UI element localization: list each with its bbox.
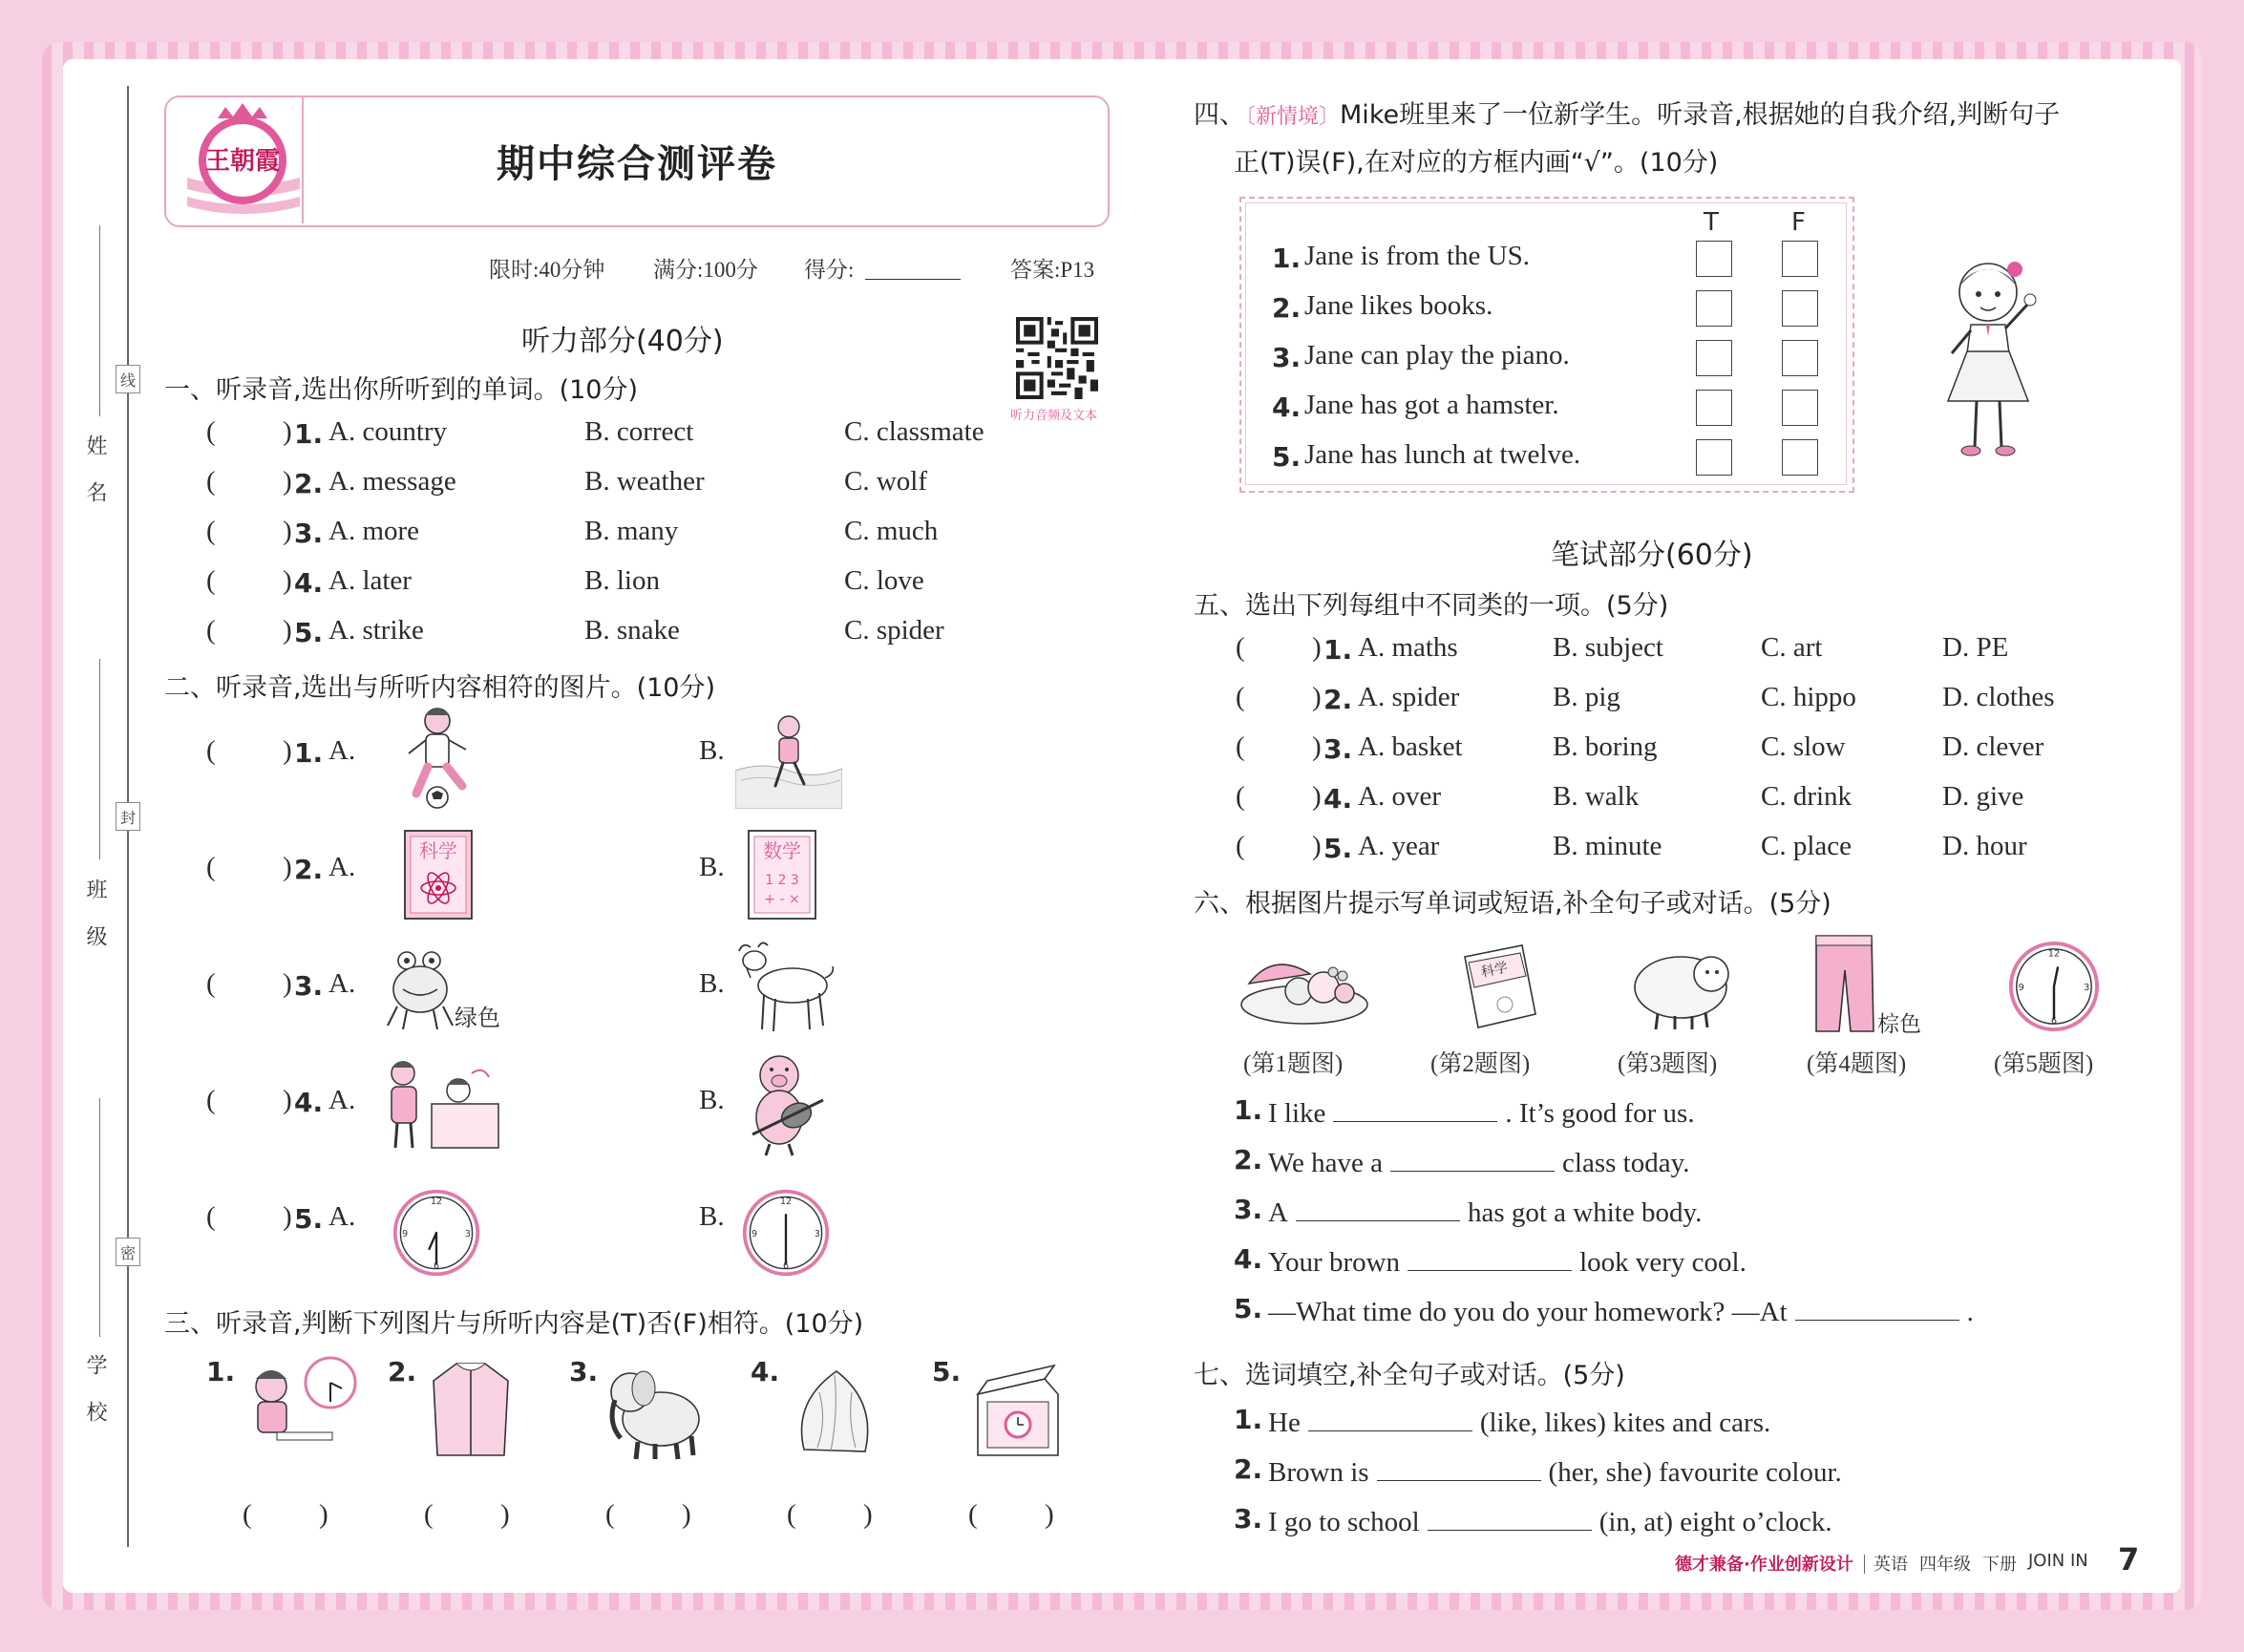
sec6-q1-text-before: I like bbox=[1268, 1098, 1326, 1129]
sec3-q2-number: 2. bbox=[388, 1356, 417, 1387]
sec5-q3-option-a[interactable]: A. basket bbox=[1358, 731, 1463, 762]
sec3-q4-close-paren: ) bbox=[863, 1499, 873, 1530]
sec1-q3-option-a[interactable]: A. more bbox=[328, 516, 420, 546]
clock-picture-sec6 bbox=[2007, 940, 2101, 1033]
sec6-q3-answer-blank[interactable] bbox=[1296, 1192, 1460, 1221]
sec5-q4-answer-slot[interactable] bbox=[1247, 781, 1310, 815]
sec6-caption-1: (第1题图) bbox=[1243, 1051, 1344, 1077]
sec6-caption-3: (第3题图) bbox=[1618, 1051, 1718, 1077]
section-3-title: 三、听录音,判断下列图片与所听内容是(T)否(F)相符。(10分) bbox=[164, 1309, 864, 1339]
sec1-q1-close-paren: ) bbox=[283, 416, 292, 447]
sec3-q3-close-paren: ) bbox=[682, 1499, 691, 1530]
sec4-q2-number: 2. bbox=[1272, 292, 1302, 324]
sec4-q5-true-box[interactable] bbox=[1696, 439, 1732, 476]
sec5-q1-number: 1. bbox=[1323, 634, 1353, 666]
sec5-q5-option-d[interactable]: D. hour bbox=[1942, 831, 2027, 861]
logo-text: 王朝霞 bbox=[204, 147, 281, 176]
sec6-q3-sentence bbox=[1268, 1192, 1702, 1230]
sec1-q5-number: 5. bbox=[294, 617, 324, 648]
svg-text:9: 9 bbox=[402, 1228, 409, 1239]
sec6-q1-sentence bbox=[1268, 1092, 1695, 1131]
sec6-q4-answer-blank[interactable] bbox=[1408, 1241, 1572, 1271]
sec6-q4-number: 4. bbox=[1234, 1243, 1263, 1275]
class-field-line[interactable] bbox=[99, 659, 100, 859]
sec2-q1-option-b[interactable]: B. bbox=[699, 735, 725, 766]
sec3-q1-open-paren: ( bbox=[243, 1499, 252, 1530]
section-5-title: 五、选出下列每组中不同类的一项。(5分) bbox=[1194, 591, 1669, 621]
sec1-q2-answer-slot[interactable] bbox=[218, 466, 281, 500]
sec2-q5-option-a[interactable]: A. bbox=[328, 1201, 356, 1232]
visiting-sick-friend-picture bbox=[376, 1056, 502, 1152]
svg-text:12: 12 bbox=[2047, 948, 2061, 960]
sec1-q1-option-b[interactable]: B. correct bbox=[584, 416, 694, 447]
sec1-q4-option-b[interactable]: B. lion bbox=[584, 565, 660, 596]
section-7-title: 七、选词填空,补全句子或对话。(5分) bbox=[1194, 1361, 1625, 1390]
sec1-q4-close-paren: ) bbox=[283, 565, 292, 596]
sec4-q3-true-box[interactable] bbox=[1696, 340, 1732, 376]
sec5-q5-answer-slot[interactable] bbox=[1247, 831, 1310, 865]
svg-text:12: 12 bbox=[780, 1196, 792, 1207]
sec5-q2-option-a[interactable]: A. spider bbox=[1358, 682, 1460, 712]
publisher-logo bbox=[181, 97, 306, 223]
math-book-ops: + - × bbox=[764, 892, 800, 907]
section-4-prefix: 四、 bbox=[1194, 100, 1245, 130]
sec1-q4-option-a[interactable]: A. later bbox=[328, 565, 412, 596]
sec7-q2-text-after: (her, she) favourite colour. bbox=[1548, 1457, 1842, 1488]
sec4-q4-number: 4. bbox=[1272, 392, 1302, 423]
sec1-q3-close-paren: ) bbox=[283, 516, 292, 546]
sec5-q5-option-a[interactable]: A. year bbox=[1358, 831, 1440, 861]
sec5-q1-option-d[interactable]: D. PE bbox=[1942, 632, 2009, 663]
svg-text:9: 9 bbox=[2018, 982, 2024, 993]
sec7-q3-answer-blank[interactable] bbox=[1428, 1501, 1592, 1531]
sec5-q4-option-b[interactable]: B. walk bbox=[1553, 781, 1640, 812]
sec3-q5-number: 5. bbox=[932, 1356, 962, 1387]
jacket-picture bbox=[428, 1360, 514, 1463]
sec5-q4-option-c[interactable]: C. drink bbox=[1761, 781, 1852, 812]
sec4-q4-false-box[interactable] bbox=[1782, 390, 1818, 426]
sec6-q5-text-after: . bbox=[1966, 1297, 1974, 1327]
sec2-q2-answer-slot[interactable] bbox=[218, 852, 281, 886]
sec7-q2-number: 2. bbox=[1234, 1453, 1263, 1485]
clock-picture-a bbox=[392, 1188, 481, 1278]
sec3-q4-open-paren: ( bbox=[787, 1499, 796, 1530]
sec5-q3-option-b[interactable]: B. boring bbox=[1553, 731, 1658, 762]
sec1-q5-open-paren: ( bbox=[206, 615, 216, 646]
qr-caption: 听力音频及文本 bbox=[1010, 409, 1098, 423]
sec1-q3-number: 3. bbox=[294, 518, 324, 549]
sec3-q5-open-paren: ( bbox=[968, 1499, 978, 1530]
svg-text:9: 9 bbox=[752, 1228, 758, 1239]
sec5-q2-close-paren: ) bbox=[1312, 682, 1322, 712]
svg-text:3: 3 bbox=[2084, 982, 2090, 993]
sec2-q1-close-paren: ) bbox=[283, 735, 292, 766]
math-book-digits: 1 2 3 bbox=[765, 873, 799, 888]
tf-header-t: T bbox=[1704, 208, 1719, 237]
section-4-title-rest: Mike班里来了一位新学生。听录音,根据她的自我介绍,判断句子 bbox=[1340, 100, 2061, 130]
sec2-q3-option-b[interactable]: B. bbox=[699, 968, 725, 999]
answer-reference: 答案:P13 bbox=[1010, 258, 1095, 282]
sec2-q1-open-paren: ( bbox=[206, 735, 216, 766]
name-field-line[interactable] bbox=[99, 225, 100, 416]
sec1-q3-answer-slot[interactable] bbox=[218, 516, 281, 550]
full-score: 满分:100分 bbox=[653, 258, 758, 282]
sec4-q5-false-box[interactable] bbox=[1782, 439, 1818, 476]
sec3-q3-answer-slot[interactable] bbox=[617, 1499, 680, 1534]
sec1-q2-option-b[interactable]: B. weather bbox=[584, 466, 705, 497]
sec2-q3-option-a[interactable]: A. bbox=[328, 968, 356, 999]
class-label: 班 级 bbox=[83, 879, 107, 956]
sec6-q4-text-after: look very cool. bbox=[1579, 1247, 1747, 1278]
goat-picture bbox=[733, 940, 840, 1037]
sec1-q1-answer-slot[interactable] bbox=[218, 416, 281, 451]
sec5-q2-option-c[interactable]: C. hippo bbox=[1761, 682, 1856, 712]
sec4-q2-false-box[interactable] bbox=[1782, 290, 1818, 327]
exam-title: 期中综合测评卷 bbox=[497, 142, 777, 186]
sec4-q1-false-box[interactable] bbox=[1782, 241, 1818, 277]
sec2-q5-number: 5. bbox=[294, 1203, 324, 1235]
sec2-q3-close-paren: ) bbox=[283, 968, 292, 999]
sec2-q2-option-a[interactable]: A. bbox=[328, 852, 356, 882]
sec4-q5-statement: Jane has lunch at twelve. bbox=[1304, 439, 1581, 470]
science-book-label: 科学 bbox=[419, 839, 457, 862]
page-number: 7 bbox=[2118, 1541, 2140, 1578]
tf-header-f: F bbox=[1791, 208, 1806, 237]
sec2-q2-number: 2. bbox=[294, 854, 324, 885]
math-book-label: 数学 bbox=[763, 839, 801, 862]
sec5-q1-option-b[interactable]: B. subject bbox=[1553, 632, 1663, 663]
sec7-q1-text-after: (like, likes) kites and cars. bbox=[1479, 1408, 1771, 1438]
sec6-caption-5: (第5题图) bbox=[1994, 1051, 2094, 1077]
svg-text:6: 6 bbox=[434, 1260, 439, 1272]
sec7-q1-sentence bbox=[1268, 1402, 1770, 1440]
sec2-q4-open-paren: ( bbox=[206, 1085, 216, 1115]
sec5-q2-option-d[interactable]: D. clothes bbox=[1942, 682, 2055, 712]
score-blank[interactable] bbox=[865, 279, 961, 280]
sec2-q3-answer-slot[interactable] bbox=[218, 968, 281, 1003]
sec5-q1-option-a[interactable]: A. maths bbox=[1358, 632, 1458, 663]
sec4-q1-true-box[interactable] bbox=[1696, 241, 1732, 277]
science-book-2-label: 科学 bbox=[1479, 960, 1510, 981]
sec6-q4-sentence bbox=[1268, 1241, 1747, 1280]
sheep-picture bbox=[1623, 940, 1738, 1031]
sec3-q1-answer-slot[interactable] bbox=[254, 1499, 317, 1534]
sec1-q4-answer-slot[interactable] bbox=[218, 565, 281, 600]
sec5-q3-answer-slot[interactable] bbox=[1247, 731, 1310, 766]
sec4-q3-number: 3. bbox=[1272, 342, 1302, 373]
sec6-q5-answer-blank[interactable] bbox=[1795, 1291, 1959, 1321]
sec5-q3-option-c[interactable]: C. slow bbox=[1761, 731, 1846, 762]
sec6-q5-number: 5. bbox=[1234, 1293, 1263, 1324]
sec3-q2-close-paren: ) bbox=[500, 1499, 510, 1530]
sec3-q5-answer-slot[interactable] bbox=[980, 1499, 1043, 1534]
sec6-q1-number: 1. bbox=[1234, 1094, 1263, 1126]
sec4-q4-statement: Jane has got a hamster. bbox=[1304, 390, 1559, 420]
sec6-q2-number: 2. bbox=[1234, 1144, 1263, 1175]
title-box bbox=[164, 95, 1110, 227]
sec3-q4-answer-slot[interactable] bbox=[798, 1499, 861, 1534]
sec4-q4-true-box[interactable] bbox=[1696, 390, 1732, 426]
sec7-q2-sentence bbox=[1268, 1451, 1842, 1490]
svg-text:3: 3 bbox=[814, 1228, 820, 1239]
elephant-picture bbox=[602, 1356, 709, 1463]
sec1-q1-open-paren: ( bbox=[206, 416, 216, 447]
sec2-q3-open-paren: ( bbox=[206, 968, 216, 999]
sec2-q3-number: 3. bbox=[294, 970, 324, 1002]
sec4-q2-statement: Jane likes books. bbox=[1304, 290, 1493, 321]
sec5-q2-answer-slot[interactable] bbox=[1247, 682, 1310, 716]
section-4-title-line2: 正(T)误(F),在对应的方框内画“√”。(10分) bbox=[1234, 148, 1719, 178]
sec5-q2-open-paren: ( bbox=[1236, 682, 1245, 712]
sec6-q5-sentence bbox=[1268, 1291, 1974, 1329]
sec1-q4-open-paren: ( bbox=[206, 565, 216, 596]
binding-mark-line: 线 bbox=[116, 365, 140, 393]
sec5-q5-open-paren: ( bbox=[1236, 831, 1245, 861]
sec5-q2-option-b[interactable]: B. pig bbox=[1553, 682, 1620, 712]
school-label: 学 校 bbox=[83, 1354, 107, 1431]
sec6-q2-answer-blank[interactable] bbox=[1390, 1142, 1555, 1172]
school-field-line[interactable] bbox=[99, 1098, 100, 1337]
sec4-q3-false-box[interactable] bbox=[1782, 340, 1818, 376]
sec7-q3-text-after: (in, at) eight o’clock. bbox=[1598, 1507, 1832, 1537]
sec5-q5-option-b[interactable]: B. minute bbox=[1553, 831, 1662, 861]
girl-homework-clock-picture bbox=[231, 1354, 365, 1467]
footer-term: 下册 bbox=[1982, 1555, 2017, 1575]
sec2-q5-close-paren: ) bbox=[283, 1201, 292, 1232]
trousers-color-label: 棕色 bbox=[1877, 1012, 1921, 1036]
footer-grade: 四年级 bbox=[1919, 1555, 1971, 1575]
footer-divider bbox=[1864, 1555, 1865, 1574]
science-book-picture-2 bbox=[1455, 940, 1541, 1033]
sec2-q4-close-paren: ) bbox=[283, 1085, 292, 1115]
section-1-title: 一、听录音,选出你所听到的单词。(10分) bbox=[164, 375, 639, 405]
boy-running-beach-picture bbox=[735, 711, 842, 809]
sec6-q3-text-after: has got a white body. bbox=[1467, 1197, 1703, 1228]
trousers-picture bbox=[1810, 932, 1877, 1037]
worksheet-page bbox=[63, 59, 2181, 1593]
sec7-q2-text-before: Brown is bbox=[1268, 1457, 1369, 1488]
sec2-q5-open-paren: ( bbox=[206, 1201, 216, 1232]
sec1-q3-open-paren: ( bbox=[206, 516, 216, 546]
sec2-q1-number: 1. bbox=[294, 737, 324, 769]
sec4-q3-statement: Jane can play the piano. bbox=[1304, 340, 1570, 371]
writing-heading: 笔试部分(60分) bbox=[1551, 539, 1753, 572]
sec1-q1-number: 1. bbox=[294, 418, 324, 450]
sec1-q2-close-paren: ) bbox=[283, 466, 292, 497]
sec1-q2-option-c[interactable]: C. wolf bbox=[844, 466, 927, 497]
cabbage-picture bbox=[789, 1364, 880, 1465]
binding-mark-secret: 密 bbox=[116, 1238, 140, 1266]
sec5-q5-option-c[interactable]: C. place bbox=[1761, 831, 1852, 861]
sec3-q3-open-paren: ( bbox=[605, 1499, 615, 1530]
qr-code[interactable] bbox=[1016, 317, 1098, 399]
sec1-q2-open-paren: ( bbox=[206, 466, 216, 497]
section-2-title: 二、听录音,选出与所听内容相符的图片。(10分) bbox=[164, 673, 716, 703]
sec5-q1-answer-slot[interactable] bbox=[1247, 632, 1310, 667]
sec2-q1-answer-slot[interactable] bbox=[218, 735, 281, 770]
boy-football-picture bbox=[380, 702, 493, 815]
sec7-q3-text-before: I go to school bbox=[1268, 1507, 1420, 1537]
sec7-q3-sentence bbox=[1268, 1501, 1832, 1539]
score-label: 得分: bbox=[804, 258, 855, 282]
sec5-q3-number: 3. bbox=[1323, 733, 1353, 765]
sec1-q5-close-paren: ) bbox=[283, 615, 292, 646]
sec5-q5-close-paren: ) bbox=[1312, 831, 1322, 861]
footer-series: 德才兼备·作业创新设计 bbox=[1675, 1555, 1853, 1575]
sec3-q1-number: 1. bbox=[206, 1356, 236, 1387]
sec1-q3-option-b[interactable]: B. many bbox=[584, 516, 679, 546]
sec3-q4-number: 4. bbox=[751, 1356, 780, 1387]
sec1-q5-option-b[interactable]: B. snake bbox=[584, 615, 680, 646]
new-situation-tag: 〔新情境〕 bbox=[1245, 105, 1341, 129]
frog-picture bbox=[382, 947, 458, 1031]
sec6-q4-text-before: Your brown bbox=[1268, 1247, 1401, 1278]
fruit-plate-picture bbox=[1236, 945, 1371, 1029]
footer-subject: 英语 bbox=[1874, 1555, 1908, 1575]
sec4-q1-number: 1. bbox=[1272, 243, 1302, 274]
clock-picture-b bbox=[741, 1188, 831, 1278]
binding-mark-seal: 封 bbox=[116, 802, 140, 831]
sec2-q2-close-paren: ) bbox=[283, 852, 292, 882]
pig-guitar-picture bbox=[735, 1050, 833, 1157]
sec5-q3-close-paren: ) bbox=[1312, 731, 1322, 762]
sec5-q3-open-paren: ( bbox=[1236, 731, 1245, 762]
sec1-q3-option-c[interactable]: C. much bbox=[844, 516, 939, 546]
svg-text:6: 6 bbox=[2050, 1016, 2058, 1027]
sec5-q4-option-a[interactable]: A. over bbox=[1358, 781, 1441, 812]
sec5-q4-number: 4. bbox=[1323, 783, 1353, 815]
sec5-q4-option-d[interactable]: D. give bbox=[1942, 781, 2024, 812]
sec2-q4-number: 4. bbox=[294, 1087, 324, 1118]
sec7-q1-answer-blank[interactable] bbox=[1308, 1402, 1472, 1431]
sec4-q1-statement: Jane is from the US. bbox=[1304, 241, 1530, 271]
sec6-caption-4: (第4题图) bbox=[1807, 1051, 1907, 1077]
sec2-q5-answer-slot[interactable] bbox=[218, 1201, 281, 1236]
sec7-q1-number: 1. bbox=[1234, 1404, 1263, 1435]
svg-text:6: 6 bbox=[783, 1260, 789, 1272]
sec3-q5-close-paren: ) bbox=[1045, 1499, 1054, 1530]
sec1-q2-number: 2. bbox=[294, 468, 324, 499]
sec2-q4-option-b[interactable]: B. bbox=[699, 1085, 725, 1115]
sec6-q2-sentence bbox=[1268, 1142, 1689, 1180]
sec1-q1-option-c[interactable]: C. classmate bbox=[844, 416, 984, 447]
sec6-q3-text-before: A bbox=[1268, 1197, 1288, 1228]
sec1-q4-option-c[interactable]: C. love bbox=[844, 565, 924, 596]
sec2-q2-option-b[interactable]: B. bbox=[699, 852, 725, 882]
sec1-q2-option-a[interactable]: A. message bbox=[328, 466, 456, 497]
sec6-q5-text-before: —What time do you do your homework? —At bbox=[1268, 1297, 1788, 1327]
sec6-q2-text-after: class today. bbox=[1562, 1148, 1690, 1178]
svg-text:12: 12 bbox=[431, 1196, 442, 1207]
sec7-q3-number: 3. bbox=[1234, 1503, 1263, 1535]
svg-text:3: 3 bbox=[464, 1228, 471, 1239]
sec1-q5-option-c[interactable]: C. spider bbox=[844, 615, 944, 646]
sec5-q1-close-paren: ) bbox=[1312, 632, 1322, 663]
sec5-q1-open-paren: ( bbox=[1236, 632, 1245, 663]
science-book-picture bbox=[401, 827, 477, 922]
sec5-q1-option-c[interactable]: C. art bbox=[1761, 632, 1823, 663]
sec6-q1-text-after: . It’s good for us. bbox=[1505, 1098, 1695, 1129]
sec6-q2-text-before: We have a bbox=[1268, 1148, 1384, 1178]
sec2-q4-answer-slot[interactable] bbox=[218, 1085, 281, 1119]
sec2-q4-option-a[interactable]: A. bbox=[328, 1085, 356, 1115]
sec4-q2-true-box[interactable] bbox=[1696, 290, 1732, 327]
math-book-picture bbox=[745, 827, 821, 922]
sec5-q2-number: 2. bbox=[1323, 684, 1353, 715]
sec3-q3-number: 3. bbox=[569, 1356, 599, 1387]
sec1-q5-option-a[interactable]: A. strike bbox=[328, 615, 424, 646]
watch-box-picture bbox=[968, 1356, 1064, 1463]
sec2-q5-option-b[interactable]: B. bbox=[699, 1201, 725, 1232]
sec6-caption-2: (第2题图) bbox=[1430, 1051, 1531, 1077]
time-limit: 限时:40分钟 bbox=[489, 258, 605, 282]
section-4-title-line1 bbox=[1194, 94, 2060, 131]
sec6-q3-number: 3. bbox=[1234, 1194, 1263, 1225]
section-6-title: 六、根据图片提示写单词或短语,补全句子或对话。(5分) bbox=[1194, 889, 1831, 919]
sec7-q2-answer-blank[interactable] bbox=[1377, 1451, 1541, 1481]
sec2-q2-open-paren: ( bbox=[206, 852, 216, 882]
sec5-q5-number: 5. bbox=[1323, 833, 1353, 864]
frog-color-label: 绿色 bbox=[455, 1006, 500, 1031]
sec3-q2-open-paren: ( bbox=[424, 1499, 434, 1530]
sec3-q1-close-paren: ) bbox=[319, 1499, 328, 1530]
sec2-q1-option-a[interactable]: A. bbox=[328, 735, 356, 766]
sec7-q1-text-before: He bbox=[1268, 1408, 1301, 1438]
jane-girl-picture bbox=[1933, 248, 2051, 464]
listening-heading: 听力部分(40分) bbox=[521, 325, 724, 358]
name-label: 姓 名 bbox=[83, 434, 107, 512]
sec4-q5-number: 5. bbox=[1272, 441, 1302, 473]
sec5-q4-close-paren: ) bbox=[1312, 781, 1322, 812]
sec6-q1-answer-blank[interactable] bbox=[1333, 1092, 1497, 1122]
sec5-q3-option-d[interactable]: D. clever bbox=[1942, 731, 2044, 762]
sec1-q5-answer-slot[interactable] bbox=[218, 615, 281, 649]
sec3-q2-answer-slot[interactable] bbox=[435, 1499, 498, 1534]
sec1-q4-number: 4. bbox=[294, 567, 324, 599]
footer-edition: JOIN IN bbox=[2028, 1551, 2088, 1571]
sec1-q1-option-a[interactable]: A. country bbox=[328, 416, 448, 447]
sec5-q4-open-paren: ( bbox=[1236, 781, 1245, 812]
